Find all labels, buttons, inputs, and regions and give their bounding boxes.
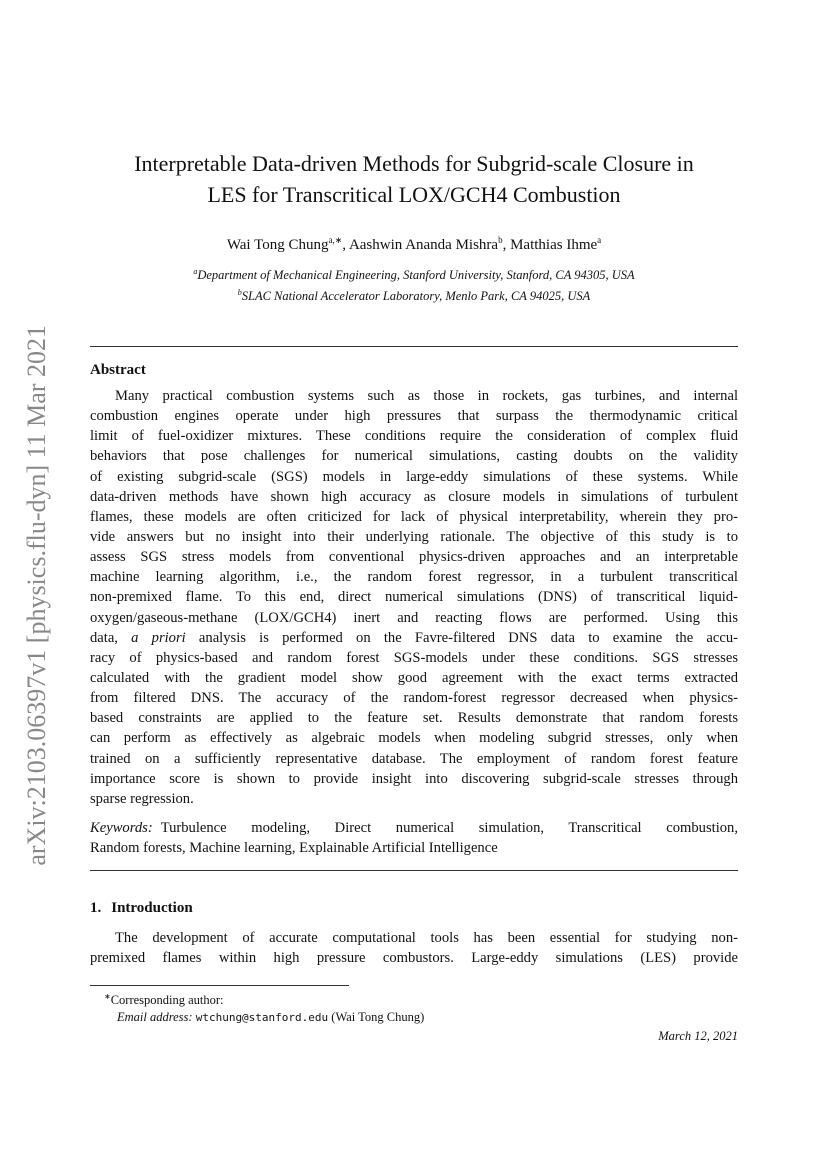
- paper-title: [90, 148, 738, 210]
- abstract-line: of existing subgrid-scale (SGS) models in large-eddy simulations of these systems. While: [90, 468, 738, 485]
- author-separator: ,: [502, 237, 511, 253]
- abstract-line: flames, these models are often criticized for lack of physical interpretability, wherein they pro-: [90, 508, 738, 525]
- abstract-line: oxygen/gaseous-methane (LOX/GCH4) inert and reacting flows are performed. Using this: [90, 609, 738, 626]
- author-list: [90, 230, 738, 255]
- email-address: wtchung@stanford.edu: [195, 1011, 329, 1025]
- abstract-line: combustion engines operate under high pressures that surpass the thermodynamic critical: [90, 408, 738, 425]
- abstract-line: calculated with the gradient model show good agreement with the exact terms extracted: [90, 669, 738, 686]
- abstract-line: based constraints are applied to the feature set. Results demonstrate that random forests: [90, 710, 738, 727]
- abstract-line: can perform as effectively as algebraic models when modeling subgrid stresses, only when: [90, 730, 738, 747]
- affiliation-line: [90, 284, 738, 305]
- affiliation-text: Department of Mechanical Engineering, Stanford University, Stanford, CA 94305, USA: [197, 268, 635, 283]
- abstract-line: behaviors that pose challenges for numerical simulations, casting doubts on the validity: [90, 448, 738, 465]
- affiliation-text: SLAC National Accelerator Laboratory, Menlo Park, CA 94025, USA: [241, 289, 591, 304]
- abstract-line: sparse regression.: [90, 790, 194, 807]
- abstract-heading: Abstract: [90, 362, 146, 378]
- author-name: Aashwin Ananda Mishra: [348, 237, 499, 253]
- abstract-line: importance score is shown to provide insight into discovering subgrid-scale stresses through: [90, 770, 738, 787]
- abstract-line-text: analysis is performed on the Favre-filtered DNS data to examine the accu-: [185, 629, 738, 646]
- abstract-line: racy of physics-based and random forest SGS-models under these conditions. SGS stresses: [90, 649, 738, 666]
- affiliation-line: [90, 263, 738, 284]
- keywords-line: Random forests, Machine learning, Explainable Artificial Intelligence: [90, 840, 498, 857]
- section-number: 1.: [90, 900, 102, 916]
- footnote-divider: [90, 985, 349, 986]
- affiliation-list: [90, 263, 738, 305]
- paper-title-line-2: LES for Transcritical LOX/GCH4 Combustion: [207, 182, 621, 207]
- abstract-body: [90, 386, 738, 809]
- abstract-line: Many practical combustion systems such as those in rockets, gas turbines, and internal: [115, 388, 738, 404]
- introduction-body: [90, 928, 738, 968]
- preprint-date: March 12, 2021: [658, 1029, 738, 1043]
- abstract-line: machine learning algorithm, i.e., the random forest regressor, in a turbulent transcritical: [90, 569, 738, 586]
- abstract-bottom-divider: [90, 870, 738, 871]
- author-name: Wai Tong Chung: [226, 237, 329, 253]
- author-affiliation-mark: a,∗: [328, 235, 343, 245]
- body-line: The development of accurate computational tools has been essential for studying non-: [115, 930, 738, 946]
- abstract-line: assess SGS stress models from conventional physics-driven approaches and an interpretable: [90, 549, 738, 566]
- abstract-line: non-premixed flame. To this end, direct numerical simulations (DNS) of transcritical liquid-: [90, 589, 738, 606]
- body-line: premixed flames within high pressure combustors. Large-eddy simulations (LES) provide: [90, 950, 738, 967]
- footnote-line: [104, 1009, 738, 1026]
- abstract-top-divider: [90, 346, 738, 347]
- abstract-line-emphasis: a priori: [131, 629, 186, 646]
- footnote: [104, 988, 738, 1026]
- footnote-text: Corresponding author:: [110, 993, 224, 1008]
- abstract-line: trained on a sufficiently representative database. The employment of random forest feature: [90, 750, 738, 767]
- keywords-label: Keywords:: [90, 820, 153, 836]
- arxiv-identifier-text: arXiv:2103.06397v1 [physics.flu-dyn] 11 Mar 2021: [22, 325, 51, 866]
- section-title: Introduction: [111, 900, 193, 916]
- keywords-block: [90, 818, 738, 858]
- section-heading-introduction: [90, 898, 193, 918]
- abstract-line: from filtered DNS. The accuracy of the random-forest regressor decreased when physics-: [90, 690, 738, 707]
- arxiv-identifier-stamp: [14, 325, 60, 930]
- abstract-line: data-driven methods have shown high accuracy as closure models in simulations of turbulent: [90, 488, 738, 505]
- abstract-line: limit of fuel-oxidizer mixtures. These conditions require the consideration of complex fluid: [90, 428, 738, 445]
- paper-title-line-1: Interpretable Data-driven Methods for Subgrid-scale Closure in: [134, 151, 694, 176]
- email-label: Email address:: [117, 1010, 193, 1025]
- keywords-text: Turbulence modeling, Direct numerical simulation, Transcritical combustion,: [160, 820, 738, 836]
- author-affiliation-mark: b: [498, 235, 503, 245]
- abstract-line: vide answers but no insight into their underlying rationale. The objective of this study is to: [90, 528, 738, 545]
- affiliation-mark: b: [237, 288, 242, 298]
- abstract-line: [90, 628, 738, 648]
- abstract-line-text: data,: [90, 629, 132, 646]
- author-name: Matthias Ihme: [510, 237, 598, 253]
- author-affiliation-mark: a: [597, 235, 602, 245]
- author-separator: ,: [342, 237, 349, 253]
- email-owner: (Wai Tong Chung): [331, 1010, 425, 1025]
- footnote-line: [104, 988, 738, 1009]
- keywords-line: [90, 818, 738, 838]
- footnote-mark: ∗: [104, 992, 111, 1001]
- affiliation-mark: a: [193, 267, 198, 276]
